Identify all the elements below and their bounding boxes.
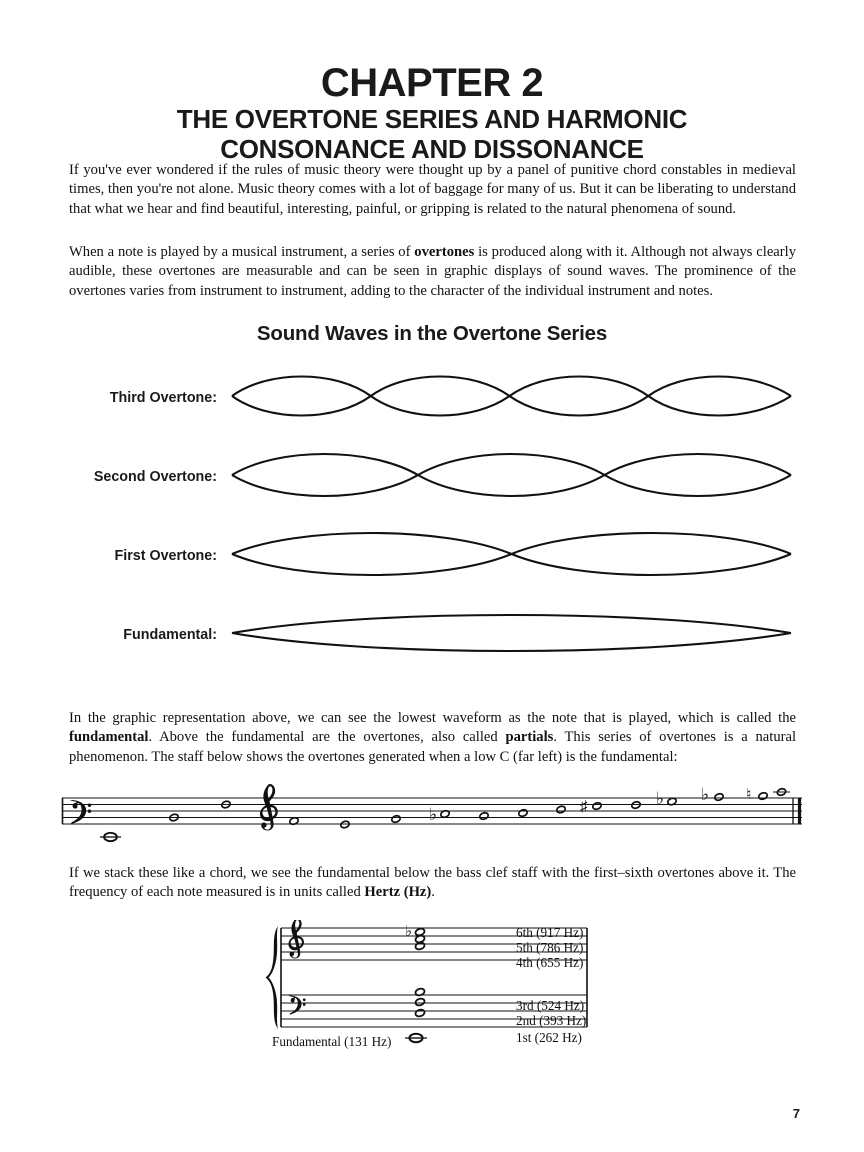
- treble-clef-icon: [288, 920, 304, 958]
- bass-clef-icon: [70, 800, 91, 824]
- wave-graphic-fundamental: [230, 605, 793, 661]
- notehead: [518, 809, 528, 818]
- wave-label-third-overtone: Third Overtone:: [109, 390, 217, 406]
- hz-label-5th: 5th (786 Hz): [516, 940, 584, 955]
- overtone-series-staff: [60, 778, 804, 850]
- notehead: [556, 805, 566, 814]
- wave-label-second-overtone: Second Overtone:: [93, 469, 217, 485]
- wave-row-first-overtone: [60, 526, 804, 586]
- fundamental-caption: Fundamental (131 Hz): [272, 1034, 392, 1049]
- p2-bold-overtones: overtones: [414, 244, 475, 260]
- wave-label-first-overtone: First Overtone:: [114, 548, 217, 564]
- p4-text-a: If we stack these like a chord, we see the fundamental below the bass clef staff with the first–sixth overtones above it. The frequency of each note measured is in units called: [69, 865, 796, 901]
- note-group: [100, 785, 790, 841]
- p2-text-a: When a note is played by a musical instrument, a series of: [69, 244, 415, 260]
- wave-graphic-second-overtone: [230, 447, 793, 503]
- paragraph-fundamental: [69, 709, 796, 767]
- notehead: [391, 815, 401, 824]
- hz-label-2nd: 2nd (393 Hz): [516, 1013, 587, 1028]
- notehead-1st: [415, 1009, 426, 1018]
- p4-text-c: .: [431, 884, 435, 901]
- page-number: 7: [792, 1106, 800, 1121]
- notehead-4th: [415, 942, 426, 951]
- wave-label-fundamental: Fundamental:: [123, 627, 217, 643]
- accidental-flat: ♭: [429, 805, 438, 824]
- fundamental-note: [405, 1034, 427, 1042]
- section-title-sound-waves: Sound Waves in the Overtone Series: [256, 322, 608, 345]
- wave-row-third-overtone: [60, 368, 804, 428]
- notehead-2nd: [415, 998, 426, 1007]
- wave-row-fundamental: [60, 605, 804, 665]
- bass-clef-icon: [289, 996, 306, 1015]
- accidental-natural: ♮: [746, 787, 752, 803]
- wave-row-second-overtone: [60, 447, 804, 507]
- notehead: [758, 792, 768, 801]
- paragraph-hertz: [69, 864, 796, 903]
- p3-text-c: . Above the fundamental are the overtones, also called: [148, 729, 506, 746]
- chapter-subtitle: [82, 105, 782, 164]
- p3-bold-fundamental: fundamental: [69, 729, 149, 746]
- grand-staff-brace-icon: [266, 926, 279, 1029]
- paragraph-overtones: [69, 243, 796, 301]
- accidental-flat: ♭: [405, 924, 413, 940]
- accidental-flat: ♭: [701, 785, 710, 804]
- accidental-sharp: ♯: [580, 799, 588, 815]
- p2-text-c: is produced along with it. Although not always clearly audible, these overtones are measurable and can be seen in graphic displays of sound waves. The prominence of the overtones varies from instrument to instrument, adding to the character of the individual instrument and notes.: [69, 244, 796, 299]
- p4-bold-hertz: Hertz (Hz): [364, 884, 432, 901]
- wave-graphic-third-overtone: [230, 368, 793, 424]
- hz-label-6th: 6th (917 Hz): [516, 925, 584, 940]
- notehead: [479, 812, 489, 821]
- hz-label-4th: 4th (655 Hz): [516, 955, 584, 970]
- p3-text-e: . This series of overtones is a natural phenomenon. The staff below shows the overtones generated when a low C (far left) is the fundamental:: [69, 729, 797, 765]
- p3-bold-partials: partials: [505, 729, 554, 746]
- notehead: [592, 802, 602, 811]
- wave-diagram: [60, 368, 804, 668]
- chapter-subtitle-line-1: THE OVERTONE SERIES AND HARMONIC: [176, 104, 688, 134]
- hz-label-1st: 1st (262 Hz): [516, 1030, 582, 1045]
- chapter-title: CHAPTER 2: [320, 61, 544, 105]
- hz-label-3rd: 3rd (524 Hz): [516, 998, 585, 1013]
- wave-graphic-first-overtone: [230, 526, 793, 582]
- notehead: [714, 793, 724, 802]
- chapter-subtitle-line-2: CONSONANCE AND DISSONANCE: [220, 133, 644, 164]
- p3-text-a: In the graphic representation above, we can see the lowest waveform as the note that is played, which is called the: [69, 710, 796, 726]
- paragraph-intro: If you've ever wondered if the rules of music theory were thought up by a panel of punitive chord constables in medieval times, then you're not alone. Music theory comes with a lot of baggage for many of us. But it can be liberating to understand that what we hear and find beautiful, interesting, painful, or gripping is related to the natural phenomena of sound.: [69, 162, 796, 217]
- accidental-flat: ♭: [656, 789, 665, 808]
